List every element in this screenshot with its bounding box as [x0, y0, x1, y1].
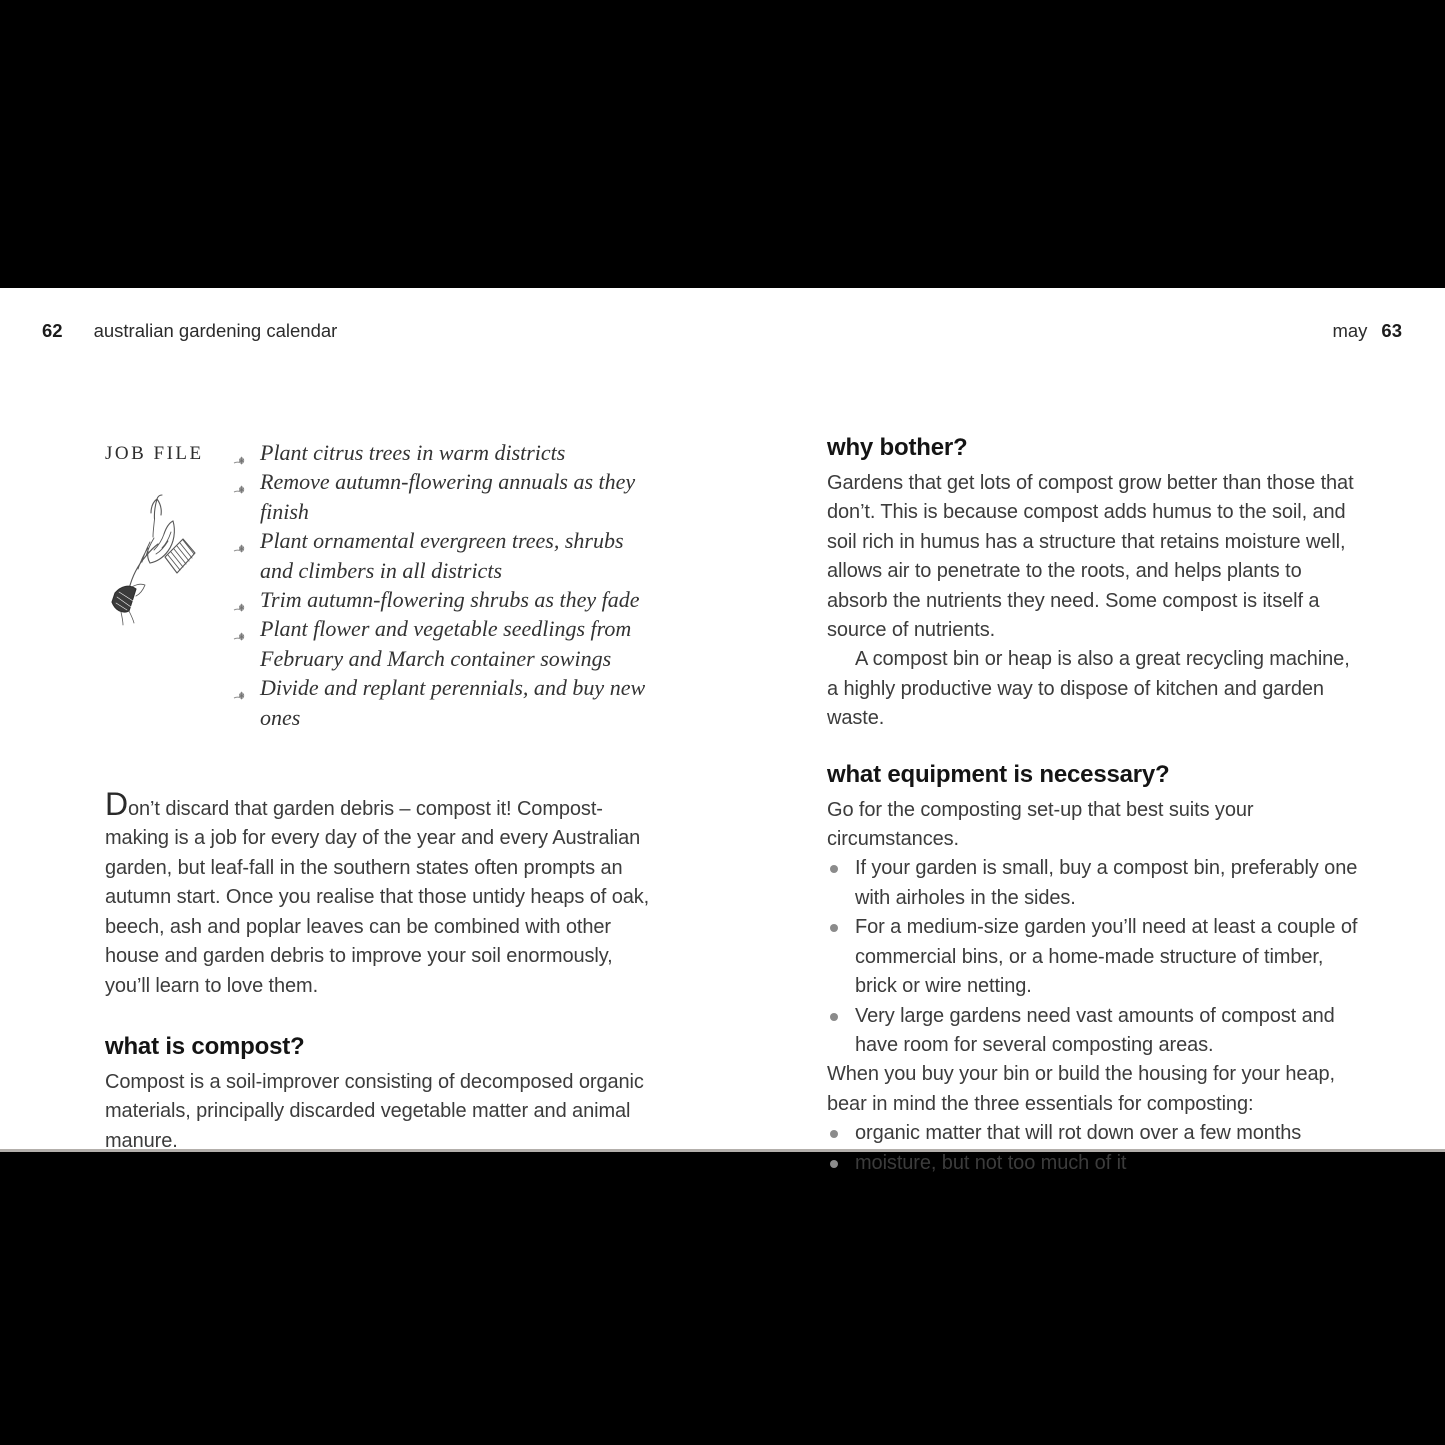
intro-paragraph-text: on’t discard that garden debris – compost it! Compost-making is a job for every day of the year and every Australian garden, but leaf-fall in the southern states often prompts an autumn start. Once you realise that those untidy heaps of oak, beech, ash and poplar leaves can be combined with other house and garden debris to improve your soil enormously, you’ll learn to love them. — [105, 798, 650, 997]
bullet-dot-icon — [830, 1013, 838, 1021]
job-file-item-text: Plant citrus trees in warm districts — [260, 440, 566, 465]
equipment-bullet-list — [827, 854, 1359, 1060]
leaf-bullet-icon — [233, 622, 246, 651]
left-page-number: 62 — [42, 320, 63, 341]
job-file-item-text: Plant ornamental evergreen trees, shrubs and climbers in all districts — [260, 528, 624, 583]
section-equipment — [827, 761, 1359, 1178]
job-file-item — [233, 438, 657, 467]
equipment-note: When you buy your bin or build the housing for your heap, bear in mind the three essentials for composting: — [827, 1063, 1335, 1115]
why-bother-paragraph-1: Gardens that get lots of compost grow better than those that don’t. This is because compost adds humus to the soil, and soil rich in humus has a structure that retains moisture well, allows air to penetrate to the roots, and helps plants to absorb the nutrients they need. Some compost is itself a source of nutrients. — [827, 472, 1354, 642]
right-running-head — [1332, 320, 1402, 342]
section-why-bother — [827, 434, 1359, 734]
left-page-content — [105, 438, 657, 1156]
essentials-bullet-list — [827, 1119, 1359, 1178]
equipment-intro: Go for the composting set-up that best suits your circumstances. — [827, 798, 1254, 851]
right-page-content — [827, 434, 1359, 1178]
job-file-list — [233, 438, 657, 732]
job-file-item-text: Divide and replant perennials, and buy new ones — [260, 675, 646, 730]
heading-equipment: what equipment is necessary? — [827, 760, 1170, 788]
essentials-bullet — [827, 1119, 1359, 1148]
heading-why-bother: why bother? — [827, 434, 968, 461]
leaf-bullet-icon — [233, 534, 246, 563]
equipment-bullet-text: Very large gardens need vast amounts of compost and have room for several composting areas. — [855, 1004, 1335, 1056]
essentials-bullet-text: organic matter that will rot down over a few months — [855, 1122, 1302, 1145]
job-file-item-text: Remove autumn-flowering annuals as they finish — [260, 469, 636, 524]
leaf-bullet-icon — [233, 475, 246, 504]
bullet-dot-icon — [830, 924, 838, 932]
job-file-item — [233, 673, 657, 732]
leaf-bullet-icon — [233, 681, 246, 710]
job-file-item-text: Plant flower and vegetable seedlings from February and March container sowings — [260, 616, 632, 671]
bullet-dot-icon — [830, 1160, 838, 1168]
essentials-bullet — [827, 1149, 1359, 1178]
job-file-item — [233, 526, 657, 585]
equipment-bullet — [827, 854, 1359, 913]
equipment-bullet — [827, 1002, 1359, 1061]
job-file-item — [233, 467, 657, 526]
equipment-bullet-text: If your garden is small, buy a compost bin, preferably one with airholes in the sides. — [855, 857, 1358, 909]
job-file-label: JOB FILE — [105, 443, 204, 464]
job-file-block — [105, 438, 657, 732]
left-running-title: australian gardening calendar — [93, 320, 338, 341]
job-file-item — [233, 614, 657, 673]
left-running-head — [42, 320, 337, 342]
why-bother-paragraph-2: A compost bin or heap is also a great recycling machine, a highly productive way to dispose of kitchen and garden waste. — [827, 648, 1350, 730]
intro-paragraph — [105, 788, 657, 1001]
hands-planting-illustration — [107, 493, 233, 634]
book-spread-page — [0, 288, 1445, 1174]
bullet-dot-icon — [830, 865, 838, 873]
what-is-compost-text: Compost is a soil-improver consisting of decomposed organic materials, principally discarded vegetable matter and animal manure. — [105, 1070, 644, 1152]
job-file-item — [233, 585, 657, 614]
essentials-bullet-text: moisture, but not too much of it — [855, 1151, 1127, 1174]
equipment-bullet-text: For a medium-size garden you’ll need at least a couple of commercial bins, or a home-made structure of timber, brick or wire netting. — [855, 916, 1358, 998]
bullet-dot-icon — [830, 1130, 838, 1138]
initial-capital: D — [105, 786, 129, 823]
job-file-side — [105, 438, 233, 732]
job-file-item-text: Trim autumn-flowering shrubs as they fade — [260, 587, 640, 613]
heading-what-is-compost: what is compost? — [105, 1032, 305, 1060]
right-page-number: 63 — [1381, 320, 1402, 341]
equipment-bullet — [827, 913, 1359, 1001]
right-running-title: may — [1332, 320, 1368, 341]
section-what-is-compost — [105, 1033, 657, 1156]
